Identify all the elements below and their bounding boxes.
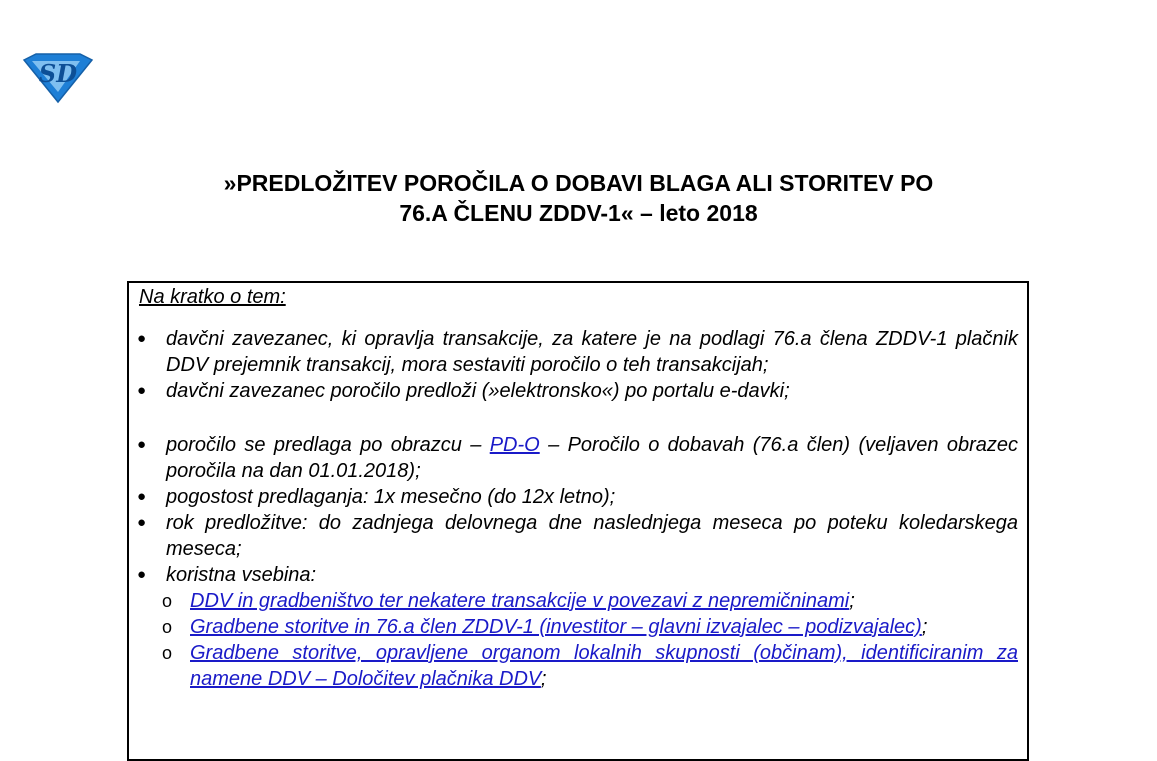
list-item-text: davčni zavezanec, ki opravlja transakcije, za katere je na podlagi 76.a člena ZDDV-1 plačnik DDV prejemnik transakcij, mora sestaviti poročilo o teh transakcijah; xyxy=(166,328,1018,376)
list-item xyxy=(129,432,1027,484)
resource-link[interactable]: Gradbene storitve, opravljene organom lokalnih skupnosti (občinam), identificiranim za namene DDV – Določitev plačnika DDV xyxy=(190,642,1018,690)
svg-text:SD: SD xyxy=(38,59,78,88)
list-item-text: – Poročilo o dobavah (76.a člen) (veljaven obrazec poročila na dan 01.01.2018); xyxy=(166,434,1018,482)
bullet-icon: ● xyxy=(137,488,147,505)
bullet-icon: ● xyxy=(137,514,147,531)
resource-link[interactable]: Gradbene storitve in 76.a člen ZDDV-1 (investitor – glavni izvajalec – podizvajalec) xyxy=(190,616,922,638)
list-item xyxy=(129,510,1027,562)
sub-list-item xyxy=(129,640,1027,692)
sub-bullet-icon: o xyxy=(162,617,173,637)
sub-list-item xyxy=(129,614,1027,640)
list-item-text: koristna vsebina: xyxy=(166,564,317,586)
list-item-text: davčni zavezanec poročilo predloži (»elektronsko«) po portalu e-davki; xyxy=(166,380,790,402)
spacer xyxy=(129,404,1027,432)
list-item-text: pogostost predlaganja: 1x mesečno (do 12x letno); xyxy=(166,486,616,508)
pd-o-form-link[interactable]: PD-O xyxy=(489,434,540,456)
sub-list-item xyxy=(129,588,1027,614)
title-line-2: 76.A ČLENU ZDDV-1« – leto 2018 xyxy=(399,200,758,226)
shield-logo-icon xyxy=(22,50,94,104)
bullet-icon: ● xyxy=(137,330,147,347)
summary-list xyxy=(129,326,1027,692)
list-item xyxy=(129,562,1027,588)
bullet-icon: ● xyxy=(137,436,147,453)
list-item xyxy=(129,326,1027,378)
sub-bullet-icon: o xyxy=(162,591,173,611)
sub-item-suffix: ; xyxy=(921,616,928,638)
list-item-text: poročilo se predlaga po obrazcu – xyxy=(166,434,490,456)
sub-item-suffix: ; xyxy=(849,590,855,612)
sub-bullet-icon: o xyxy=(162,643,173,663)
list-item xyxy=(129,484,1027,510)
list-item xyxy=(129,378,1027,404)
title-line-1: »PREDLOŽITEV POROČILA O DOBAVI BLAGA ALI STORITEV PO xyxy=(223,170,934,196)
bullet-icon: ● xyxy=(137,566,147,583)
summary-box xyxy=(127,281,1029,761)
resource-link[interactable]: DDV in gradbeništvo ter nekatere transakcije v povezavi z nepremičninami xyxy=(190,590,850,612)
page-title xyxy=(0,168,1157,228)
sub-item-suffix: ; xyxy=(540,668,547,690)
bullet-icon: ● xyxy=(137,382,147,399)
list-item-text: rok predložitve: do zadnjega delovnega dne naslednjega meseca po poteku koledarskega meseca; xyxy=(166,512,1018,560)
summary-heading: Na kratko o tem: xyxy=(139,286,286,308)
